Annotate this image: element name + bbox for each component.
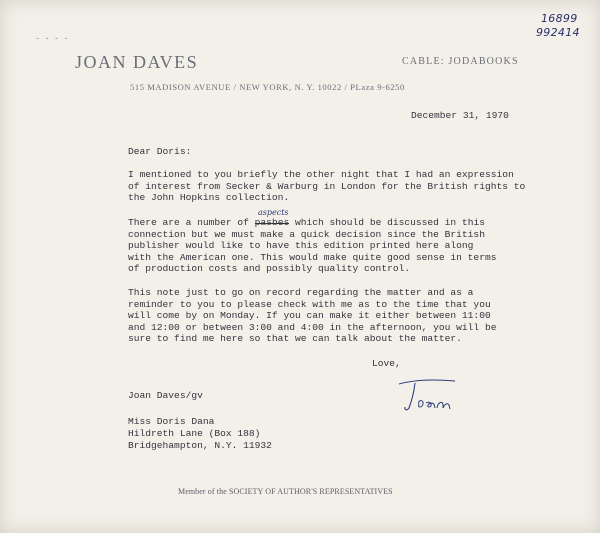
letter-closing: Love, bbox=[372, 358, 401, 369]
paragraph-line: and 12:00 or between 3:00 and 4:00 in the afternoon, you will be bbox=[128, 321, 497, 333]
address-line: Hildreth Lane (Box 188) bbox=[128, 427, 261, 439]
letter-greeting: Dear Doris: bbox=[128, 146, 192, 157]
letterhead-cable: CABLE: JODABOOKS bbox=[402, 56, 519, 67]
archive-number-1: 16899 bbox=[541, 12, 578, 25]
paragraph-line: I mentioned to you briefly the other night that I had an expression bbox=[128, 169, 514, 180]
struck-word: pasbes bbox=[254, 217, 290, 228]
line-text: There are a number of bbox=[128, 217, 255, 228]
archive-number-2: 992414 bbox=[536, 26, 580, 39]
letterhead-name: JOAN DAVES bbox=[75, 52, 199, 72]
paragraph-3 bbox=[128, 287, 496, 345]
paragraph-line: connection but we must make a quick decision since the British bbox=[128, 228, 485, 240]
paragraph-line: reminder to you to please check with me as to the time that you bbox=[128, 298, 491, 310]
signature-image bbox=[395, 374, 465, 422]
handwritten-insertion: aspects bbox=[258, 208, 289, 217]
paragraph-1 bbox=[128, 169, 525, 204]
letterhead-dashes: - - - - bbox=[36, 33, 70, 43]
paragraph-line: This note just to go on record regarding the matter and as a bbox=[128, 287, 474, 298]
paragraph-line: with the American one. This would make quite good sense in terms bbox=[128, 251, 497, 263]
address-line: Miss Doris Dana bbox=[128, 416, 215, 427]
paragraph-line: will come by on Monday. If you can make it either between 11:00 bbox=[128, 310, 491, 322]
paragraph-line: publisher would like to have this edition printed here along bbox=[128, 240, 474, 252]
paragraph-line: of production costs and possibly quality control. bbox=[128, 263, 411, 275]
recipient-address bbox=[128, 416, 272, 451]
paragraph-2 bbox=[128, 217, 496, 275]
typist-initials: Joan Daves/gv bbox=[128, 390, 203, 401]
paragraph-line: the John Hopkins collection. bbox=[128, 192, 290, 204]
letterhead-footer: Member of the SOCIETY OF AUTHOR'S REPRESENTATIVES bbox=[178, 487, 393, 496]
paragraph-line bbox=[128, 217, 496, 229]
letter-date: December 31, 1970 bbox=[411, 110, 509, 121]
line-text: which should be discussed in this bbox=[289, 217, 485, 228]
address-line: Bridgehampton, N.Y. 11932 bbox=[128, 439, 272, 451]
letterhead-address: 515 MADISON AVENUE / NEW YORK, N. Y. 10022 / PLaza 9-6250 bbox=[130, 82, 405, 92]
paragraph-line: of interest from Secker & Warburg in London for the British rights to bbox=[128, 180, 526, 192]
paragraph-line: sure to find me here so that we can talk about the matter. bbox=[128, 333, 462, 345]
